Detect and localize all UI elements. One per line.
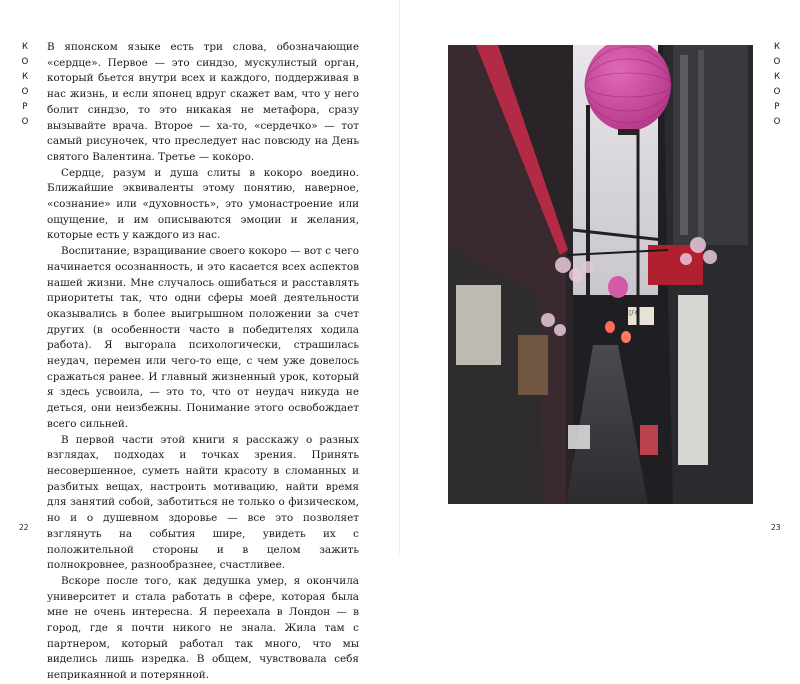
running-title-right bbox=[771, 40, 783, 130]
running-title-letter: О bbox=[21, 57, 29, 67]
running-title-letter: К bbox=[773, 42, 781, 52]
running-title-letter: О bbox=[773, 117, 781, 127]
paragraph: Вскоре после того, как дедушка умер, я окончила университет и стала работать в сфере, которая была мне не очень интересна. Я переехала в Лондон — в город, где я почти никого не знала. Жила там с партнером, который работал так много, что мы виделись лишь изредка. В общем, чувствовала себя неприкаянной и потерянной. bbox=[47, 574, 359, 682]
alley-photo bbox=[448, 45, 753, 504]
alley-illustration bbox=[448, 45, 753, 504]
paragraph: Сердце, разум и душа слиты в кокоро воедино. Ближайшие эквиваленты этому понятию, наверное, «сознание» или «духовность», это умонастроение или ощущение, и им описываются эмоции и желания, которые есть у каждого из нас. bbox=[47, 166, 359, 242]
running-title-letter: О bbox=[21, 117, 29, 127]
paragraph: В первой части этой книги я расскажу о разных взглядах, подходах и точках зрения. Принять несовершенное, суметь найти красоту в сломанных и разбитых вещах, настроить мотивацию, найти время для занятий собой, заботиться не только о физическом, но и о душевном здоровье — все это позволяет взглянуть на события шире, увидеть их с положительной стороны и в целом зажить полнокровнее, разнообразнее, счастливее. bbox=[47, 433, 359, 572]
paragraph: Воспитание, взращивание своего кокоро — вот с чего начинается осознанность, и это касается всех аспектов нашей жизни. Мне случалось ошибаться и расставлять приоритеты так, что одни сферы моей деятельности оказывались в более выигрышном положении за счет других (в особенности часто в победителях ходила работа). Я выгорала психологически, страшилась неудач, перемен или чего-то еще, с чем уже довелось сражаться ранее. И главный жизненный урок, который я здесь усвоила, — это то, что от неудач никуда не деться, они неизбежны. Понимание этого освобождает всего сильней. bbox=[47, 245, 359, 430]
running-title-left bbox=[19, 40, 31, 130]
page-number-left: 22 bbox=[19, 523, 29, 532]
running-title-letter: Р bbox=[22, 102, 28, 112]
running-title-letter: К bbox=[21, 72, 29, 82]
running-title-letter: О bbox=[21, 87, 29, 97]
running-title-letter: К bbox=[21, 42, 29, 52]
paragraph: В японском языке есть три слова, обозначающие «сердце». Первое — это синдзо, мускулистый орган, который бьется внутри всех и каждого, поддерживая в нас жизнь, и если японец вдруг скажет вам, что у него болит синдзо, то это никакая не метафора, сразу вызывайте врача. Второе — ха-то, «сердечко» — тот самый рисуночек, что преследует нас повсюду на День святого Валентина. Третье — кокоро. bbox=[47, 41, 359, 163]
right-page bbox=[400, 0, 800, 554]
running-title-letter: О bbox=[773, 57, 781, 67]
running-title-letter: О bbox=[773, 87, 781, 97]
shop-sign: あくびを bbox=[616, 310, 641, 317]
page-number-right: 23 bbox=[771, 523, 781, 532]
running-title-letter: Р bbox=[774, 102, 780, 112]
body-text bbox=[47, 40, 359, 684]
left-page bbox=[0, 0, 400, 682]
running-title-letter: К bbox=[773, 72, 781, 82]
